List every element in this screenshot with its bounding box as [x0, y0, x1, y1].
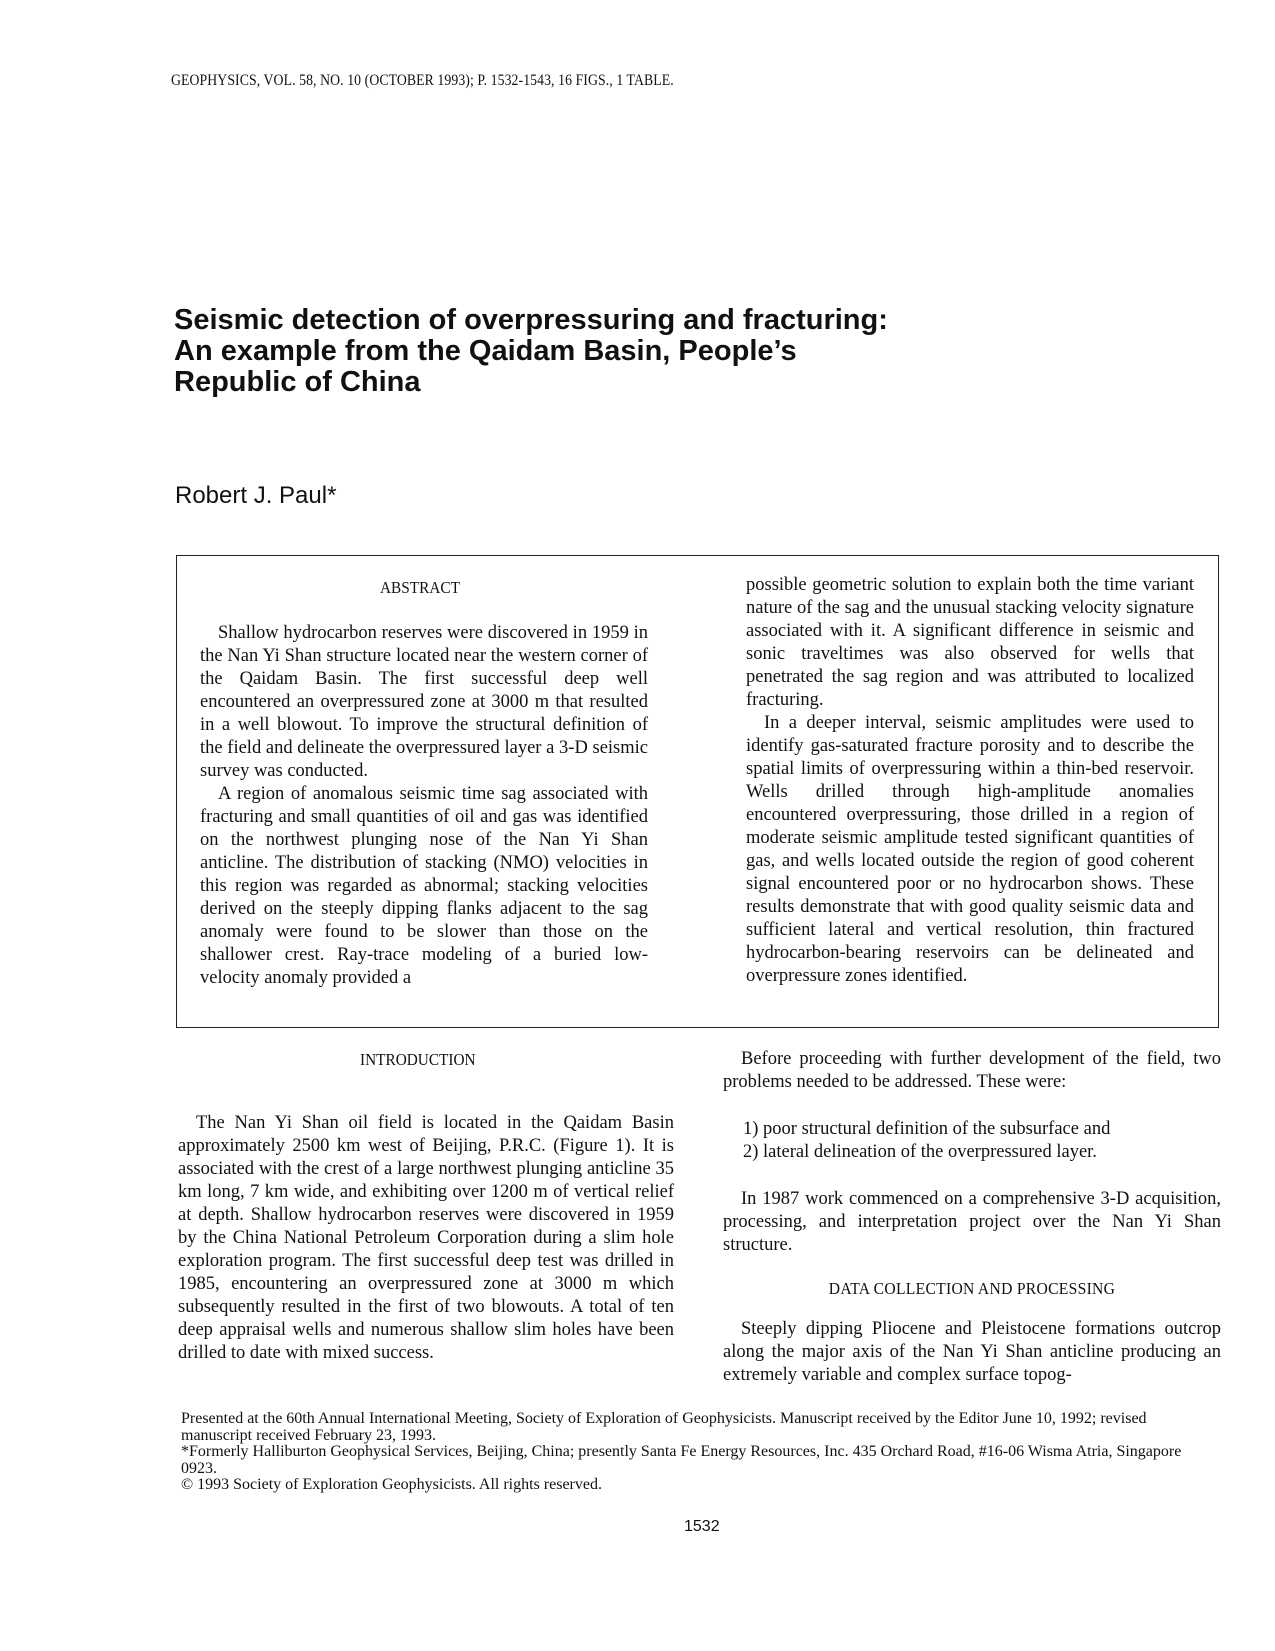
footnote-affiliation: *Formerly Halliburton Geophysical Services, Beijing, China; presently Santa Fe Energy Resources, Inc. 435 Orchard Road, #16-06 Wisma Atria, Singapore 0923. [181, 1443, 1182, 1477]
body-paragraph-3: Steeply dipping Pliocene and Pleistocene formations outcrop along the major axis of the Nan Yi Shan anticline producing an extremely variable and complex surface topog- [723, 1319, 1221, 1385]
abstract-heading: ABSTRACT [380, 578, 460, 597]
introduction-heading: INTRODUCTION [360, 1050, 476, 1069]
body-right-column [723, 1048, 1221, 1387]
footnotes [181, 1411, 1221, 1494]
abstract-continuation: possible geometric solution to explain both the time variant nature of the sag and the unusual stacking velocity signature associated with it. A significant difference in seismic and sonic traveltimes was also observed for wells that penetrated the sag region and was attributed to localized fracturing. [746, 575, 1194, 710]
list-item: 1) poor structural definition of the subsurface and [743, 1119, 1111, 1139]
abstract-right-column [746, 574, 1194, 988]
footnote-copyright: © 1993 Society of Exploration Geophysicists. All rights reserved. [181, 1476, 602, 1493]
abstract-paragraph-1: Shallow hydrocarbon reserves were discovered in 1959 in the Nan Yi Shan structure located near the western corner of the Qaidam Basin. The first successful deep well encountered an overpressured zone at 3000 m that resulted in a well blowout. To improve the structural definition of the field and delineate the overpressured layer a 3-D seismic survey was conducted. [200, 623, 648, 781]
page-number: 1532 [684, 1518, 720, 1535]
title-line-3: Republic of China [174, 366, 421, 398]
author-name: Robert J. Paul* [175, 482, 337, 509]
abstract-left-column [200, 622, 648, 990]
list-item: 2) lateral delineation of the overpressured layer. [743, 1142, 1097, 1162]
body-paragraph-2: In 1987 work commenced on a comprehensive 3-D acquisition, processing, and interpretation project over the Nan Yi Shan structure. [723, 1189, 1221, 1255]
title-line-1: Seismic detection of overpressuring and fracturing: [174, 304, 888, 336]
introduction-column [178, 1112, 674, 1365]
body-paragraph-1: Before proceeding with further development of the field, two problems needed to be addressed. These were: [723, 1049, 1221, 1092]
introduction-paragraph: The Nan Yi Shan oil field is located in the Qaidam Basin approximately 2500 km west of Beijing, P.R.C. (Figure 1). It is associated with the crest of a large northwest plunging anticline 35 km long, 7 km wide, and exhibiting over 1200 m of vertical relief at depth. Shallow hydrocarbon reserves were discovered in 1959 by the China National Petroleum Corporation during a slim hole exploration program. The first successful deep test was drilled in 1985, encountering an overpressured zone at 3000 m which subsequently resulted in the first of two blowouts. A total of ten deep appraisal wells and numerous shallow slim holes have been drilled to date with mixed success. [178, 1113, 674, 1363]
footnote-presented: Presented at the 60th Annual International Meeting, Society of Exploration of Geophysicists. Manuscript received by the Editor June 10, 1992; revised manuscript received February 23, 1993. [181, 1410, 1147, 1444]
paper-title [174, 305, 934, 398]
title-line-2: An example from the Qaidam Basin, People’s [174, 335, 797, 367]
abstract-paragraph-2: A region of anomalous seismic time sag associated with fracturing and small quantities of oil and gas was identified on the northwest plunging nose of the Nan Yi Shan anticline. The distribution of stacking (NMO) velocities in this region was regarded as abnormal; stacking velocities derived on the steeply dipping flanks adjacent to the sag anomaly were found to be slower than those on the shallower crest. Ray-trace modeling of a buried low-velocity anomaly provided a [200, 784, 648, 988]
abstract-paragraph-3: In a deeper interval, seismic amplitudes were used to identify gas-saturated fracture porosity and to describe the spatial limits of overpressuring within a thin-bed reservoir. Wells drilled through high-amplitude anomalies encountered overpressuring, those drilled in a region of moderate seismic amplitude tested significant quantities of gas, and wells located outside the region of good coherent signal encountered poor or no hydrocarbon shows. These results demonstrate that with good quality seismic data and sufficient lateral and vertical resolution, thin fractured hydrocarbon-bearing reservoirs can be delineated and overpressure zones identified. [746, 713, 1194, 986]
problem-list [743, 1118, 1221, 1164]
running-head: GEOPHYSICS, VOL. 58, NO. 10 (OCTOBER 1993); P. 1532-1543, 16 FIGS., 1 TABLE. [171, 72, 674, 89]
data-collection-heading: DATA COLLECTION AND PROCESSING [828, 1279, 1116, 1298]
